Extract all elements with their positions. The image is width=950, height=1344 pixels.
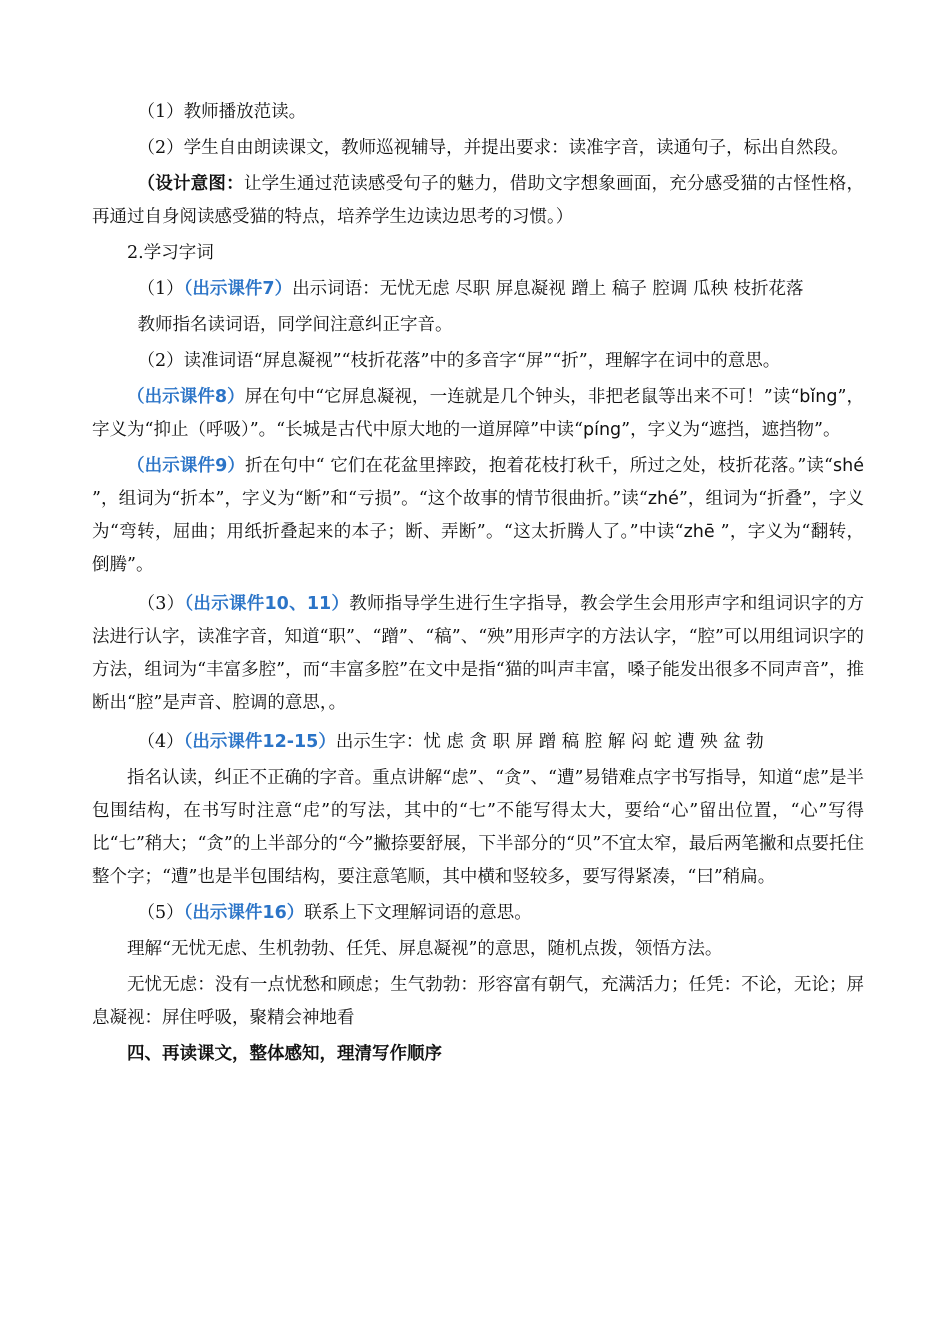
text: （2）读准词语“屏息凝视”“枝折花落”中的多音字“屏”“折”，理解字在词中的意思。 xyxy=(137,351,781,371)
design-intent-text: 让学生通过范读感受句子的魅力，借助文字想象画面，充分感受猫的古怪性格，再通过自身阅读感受猫的特点，培养学生边读边思考的习惯。） xyxy=(92,174,865,227)
paragraph-polyphonic xyxy=(92,345,864,378)
text: 教师指名读词语，同学间注意纠正字音。 xyxy=(137,315,453,335)
text: 出示生字：忧 虑 贪 职 屏 蹭 稿 腔 解 闷 蛇 遭 殃 盆 勃 xyxy=(335,732,764,752)
item-number: （1） xyxy=(137,279,184,299)
courseware-tag: （出示课件7） xyxy=(183,279,293,299)
pinyin-bing: bǐng xyxy=(799,387,838,407)
paragraph-ping-bing xyxy=(92,381,864,447)
document-body xyxy=(92,96,864,1071)
text: ”，字义为“遮挡，遮挡物”。 xyxy=(621,420,841,440)
section-heading-reread xyxy=(92,1038,864,1071)
text: 出示词语：无忧无虑 尽职 屏息凝视 蹭上 稿子 腔调 瓜秧 枝折花落 xyxy=(292,279,804,299)
paragraph-show-characters xyxy=(92,726,864,759)
text: 2.学习字词 xyxy=(127,243,214,263)
text: 指名认读，纠正不正确的字音。重点讲解“虑”、“贪”、“遭”易错难点字书写指导，知道“虑”是半包围结构，在书写时注意“虍”的写法，其中的“七”不能写得太大，要给“心”留出位置，“心”写得比“七”稍大；“贪”的上半部分的“今”撇捺要舒展，下半部分的“贝”不宜太窄，最后两笔撇和点要托住整个字；“遭”也是半包围结构，要注意笔顺，其中横和竖较多，要写得紧凑，“曰”稍扁。 xyxy=(92,768,864,887)
courseware-tag: （出示课件12-15） xyxy=(183,732,336,752)
courseware-tag: （出示课件10、11） xyxy=(184,594,350,614)
item-number: （4） xyxy=(137,732,184,752)
courseware-tag: （出示课件9） xyxy=(127,456,246,476)
paragraph-teacher-reading xyxy=(92,96,864,129)
text: 无忧无虑：没有一点忧愁和顾虑；生气勃勃：形容富有朝气，充满活力；任凭：不论，无论；屏息凝视：屏住呼吸，聚精会神地看 xyxy=(92,975,864,1028)
paragraph-understand-words xyxy=(92,933,864,966)
pinyin-zhe: zhé xyxy=(647,489,679,509)
paragraph-context-meaning xyxy=(92,897,864,930)
section-title-vocabulary xyxy=(92,237,864,270)
text: ”，字义为“翻转，倒腾”。 xyxy=(92,522,864,575)
paragraph-zhe-she xyxy=(92,450,864,582)
item-number: （3） xyxy=(137,594,185,614)
text: 四、再读课文，整体感知，理清写作顺序 xyxy=(127,1044,442,1064)
paragraph-word-definitions xyxy=(92,969,864,1035)
text: 理解“无忧无虑、生机勃勃、任凭、屏息凝视”的意思，随机点拨，领悟方法。 xyxy=(127,939,723,959)
text: ”，字义为“抑止（呼吸）”。“长城是古代中原大地的一道屏障”中读“ xyxy=(92,387,864,440)
text: 联系上下文理解词语的意思。 xyxy=(304,903,532,923)
courseware-tag: （出示课件16） xyxy=(183,903,305,923)
pinyin-she: shé xyxy=(833,456,864,476)
text: ”，组词为“折本”，字义为“断”和“亏损”。“这个故事的情节很曲折。”读“ xyxy=(92,489,648,509)
text: （1）教师播放范读。 xyxy=(137,102,307,122)
pinyin-zhe-first-tone: zhē xyxy=(683,522,721,542)
courseware-tag: （出示课件8） xyxy=(127,387,245,407)
paragraph-character-guidance xyxy=(92,588,864,720)
pinyin-ping: píng xyxy=(582,420,622,440)
paragraph-student-reading xyxy=(92,132,864,165)
paragraph-read-words xyxy=(92,309,864,342)
design-intent-label: （设计意图： xyxy=(137,174,244,194)
text: 屏在句中“它屏息凝视，一连就是几个钟头，非把老鼠等出来不可！”读“ xyxy=(244,387,800,407)
paragraph-design-intent xyxy=(92,168,864,234)
text: 教师指导学生进行生字指导，教会学生会用形声字和组词识字的方法进行认字，读准字音，知道“职”、“蹭”、“稿”、“殃”用形声字的方法认字，“腔”可以用组词识字的方法，组词为“丰富多腔”，而“丰富多腔”在文中是指“猫的叫声丰富，嗓子能发出很多不同声音”，推断出“腔”是声音、腔调的意思，。 xyxy=(92,594,864,713)
text: ”，组词为“折叠”，字义为“弯转，屈曲；用纸折叠起来的本子；断、弄断”。“这太折腾人了。”中读“ xyxy=(92,489,864,542)
paragraph-writing-guidance xyxy=(92,762,864,894)
paragraph-show-words xyxy=(92,273,864,306)
text: 折在句中“ 它们在花盆里摔跤，抱着花枝打秋千，所过之处，枝折花落。”读“ xyxy=(245,456,834,476)
text: （2）学生自由朗读课文，教师巡视辅导，并提出要求：读准字音，读通句子，标出自然段。 xyxy=(137,138,849,158)
item-number: （5） xyxy=(137,903,184,923)
